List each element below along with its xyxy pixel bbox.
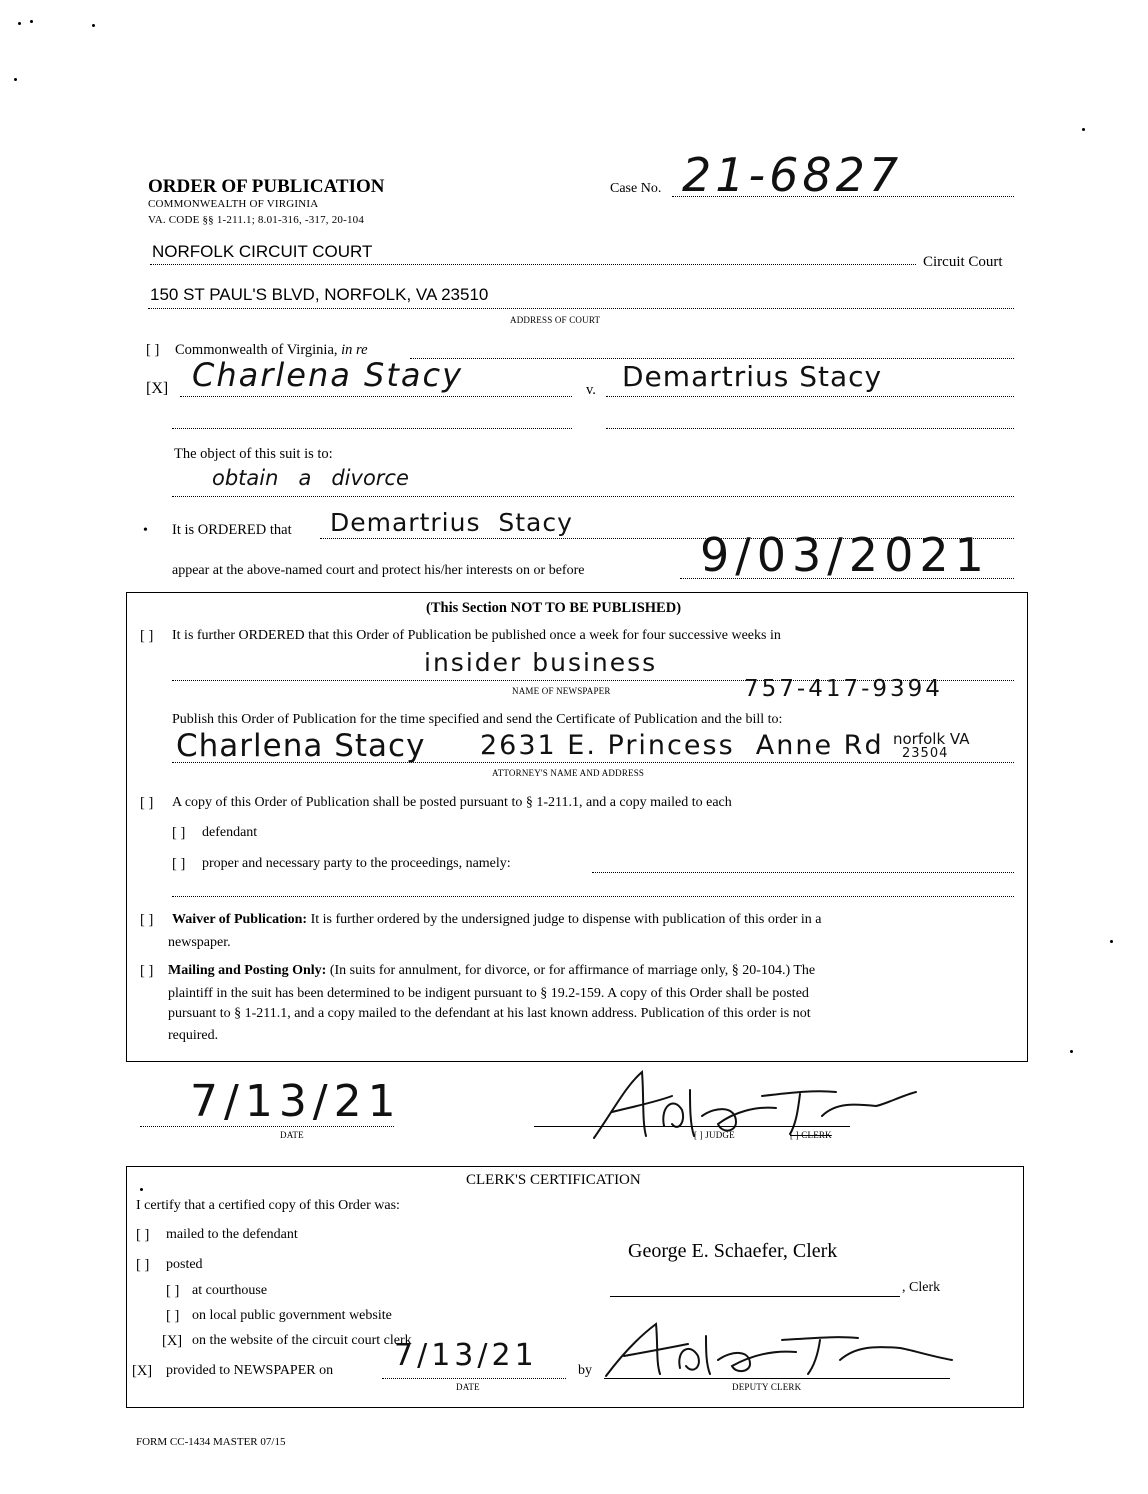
commonwealth-checkbox[interactable]: [ ] xyxy=(146,342,160,358)
form-title: ORDER OF PUBLICATION xyxy=(148,176,385,197)
mailing-line-1 xyxy=(168,963,815,979)
defendant-line-2 xyxy=(606,428,1014,429)
judge-option[interactable]: [ ] JUDGE xyxy=(694,1130,735,1140)
appear-line xyxy=(680,578,1014,579)
deputy-clerk-caption: DEPUTY CLERK xyxy=(732,1382,802,1392)
scan-speck xyxy=(14,78,17,81)
order-date-caption: DATE xyxy=(280,1130,304,1140)
defendant-label: defendant xyxy=(202,825,258,840)
waiver-line-1 xyxy=(172,912,821,928)
by-label: by xyxy=(578,1363,592,1378)
party-line xyxy=(592,872,1014,873)
versus-label: v. xyxy=(586,382,596,398)
waiver-text-2: newspaper. xyxy=(168,935,231,950)
party-checkbox[interactable]: [ ] xyxy=(172,856,186,872)
party-line-2 xyxy=(172,896,1014,897)
order-date: 7/13/21 xyxy=(190,1076,402,1127)
judge-signature-line xyxy=(534,1126,850,1127)
plaintiff-line xyxy=(180,396,572,397)
clerk-name-line xyxy=(610,1296,900,1297)
deputy-clerk-signature xyxy=(600,1320,960,1380)
phone-number: 757-417-9394 xyxy=(744,676,943,702)
posted-label: posted xyxy=(166,1257,203,1272)
mailing-checkbox[interactable]: [ ] xyxy=(140,963,154,979)
newspaper-date-caption: DATE xyxy=(456,1382,480,1392)
waiver-text-1: It is further ordered by the undersigned judge to dispense with publication of this order in a xyxy=(310,912,822,927)
posted-text: A copy of this Order of Publication shall be posted pursuant to § 1-211.1, and a copy mailed to each xyxy=(172,795,732,810)
appear-text: appear at the above-named court and protect his/her interests on or before xyxy=(172,563,585,578)
scan-speck xyxy=(30,20,33,23)
form-subtitle-state: COMMONWEALTH OF VIRGINIA xyxy=(148,198,319,210)
case-number-value: 21-6827 xyxy=(682,148,903,202)
newspaper-provided-date: 7/13/21 xyxy=(394,1338,538,1373)
courthouse-checkbox[interactable]: [ ] xyxy=(166,1283,180,1299)
defendant-checkbox[interactable]: [ ] xyxy=(172,825,186,841)
mailing-text-3: pursuant to § 1-211.1, and a copy mailed to the defendant at his last known address. Publication of this order is not xyxy=(168,1006,811,1021)
defendant-name: Demartrius Stacy xyxy=(622,360,883,393)
newspaper-checkbox[interactable]: [X] xyxy=(132,1363,153,1379)
certification-heading: CLERK'S CERTIFICATION xyxy=(466,1172,641,1188)
mailing-title: Mailing and Posting Only: xyxy=(168,963,327,978)
object-label: The object of this suit is to: xyxy=(174,446,333,462)
clerk-name: George E. Schaefer, Clerk xyxy=(628,1240,838,1262)
mailing-text-4: required. xyxy=(168,1028,219,1043)
ordered-name: Demartrius Stacy xyxy=(330,508,573,537)
party-checkbox-checked[interactable]: [X] xyxy=(146,380,169,397)
plaintiff-line-2 xyxy=(172,428,572,429)
publish-checkbox[interactable]: [ ] xyxy=(140,628,154,644)
plaintiff-name: Charlena Stacy xyxy=(192,356,464,394)
object-text: obtain a divorce xyxy=(212,466,409,490)
newspaper-name: insider business xyxy=(424,648,658,677)
send-bill-text: Publish this Order of Publication for the time specified and send the Certificate of Publication and the bill to: xyxy=(172,712,783,727)
unpublished-heading: (This Section NOT TO BE PUBLISHED) xyxy=(426,600,682,616)
newspaper-date-line xyxy=(382,1378,566,1379)
court-name: NORFOLK CIRCUIT COURT xyxy=(152,242,373,261)
scan-speck xyxy=(1082,128,1085,131)
bullet: • xyxy=(143,523,148,538)
newspaper-provided-label: provided to NEWSPAPER on xyxy=(166,1363,334,1378)
order-date-line xyxy=(140,1126,394,1127)
scan-speck xyxy=(18,22,21,25)
judge-signature xyxy=(586,1066,926,1146)
attorney-zip: 23504 xyxy=(902,746,949,761)
waiver-title: Waiver of Publication: xyxy=(172,912,308,927)
circuit-court-suffix: Circuit Court xyxy=(923,254,1003,270)
court-address: 150 ST PAUL'S BLVD, NORFOLK, VA 23510 xyxy=(150,285,489,304)
scan-speck xyxy=(1110,940,1113,943)
deputy-clerk-line xyxy=(604,1378,950,1379)
local-website-checkbox[interactable]: [ ] xyxy=(166,1308,180,1324)
clerk-website-checkbox[interactable]: [X] xyxy=(162,1333,183,1349)
waiver-checkbox[interactable]: [ ] xyxy=(140,912,154,928)
attorney-name: Charlena Stacy xyxy=(176,728,426,764)
court-name-line xyxy=(150,264,916,265)
scan-speck xyxy=(1070,1050,1073,1053)
attorney-address: 2631 E. Princess Anne Rd xyxy=(480,730,884,761)
certification-intro: I certify that a certified copy of this Order was: xyxy=(136,1198,400,1213)
attorney-city: norfolk VA xyxy=(893,730,970,748)
in-re-text: in re xyxy=(341,342,368,358)
posted-checkbox[interactable]: [ ] xyxy=(140,795,154,811)
form-id: FORM CC-1434 MASTER 07/15 xyxy=(136,1436,286,1448)
mailing-text-2: plaintiff in the suit has been determined to be indigent pursuant to § 19.2-159. A copy of this Order shall be posted xyxy=(168,986,809,1001)
ordered-label: It is ORDERED that xyxy=(172,522,292,538)
publish-text: It is further ORDERED that this Order of Publication be published once a week for four successive weeks in xyxy=(172,628,781,643)
courthouse-label: at courthouse xyxy=(192,1283,268,1298)
attorney-caption: ATTORNEY'S NAME AND ADDRESS xyxy=(492,768,645,778)
defendant-line xyxy=(606,396,1014,397)
clerk-option[interactable]: [ ] CLERK xyxy=(790,1130,832,1140)
court-address-caption: ADDRESS OF COURT xyxy=(510,315,601,325)
court-address-line xyxy=(148,308,1014,309)
object-line xyxy=(172,496,1014,497)
posted-checkbox-cert[interactable]: [ ] xyxy=(136,1257,150,1273)
mailed-label: mailed to the defendant xyxy=(166,1227,298,1242)
form-subtitle-code: VA. CODE §§ 1-211.1; 8.01-316, -317, 20-104 xyxy=(148,214,365,226)
clerk-website-label: on the website of the circuit court clerk xyxy=(192,1333,412,1348)
appear-date: 9/03/2021 xyxy=(700,528,990,582)
case-number-label: Case No. xyxy=(610,181,662,196)
clerk-suffix: , Clerk xyxy=(902,1280,941,1295)
newspaper-caption: NAME OF NEWSPAPER xyxy=(512,686,611,696)
commonwealth-text: Commonwealth of Virginia, xyxy=(175,342,338,358)
attorney-line xyxy=(172,762,1014,763)
party-label: proper and necessary party to the proceedings, namely: xyxy=(202,856,511,871)
in-re-line xyxy=(410,358,1014,359)
mailed-checkbox[interactable]: [ ] xyxy=(136,1227,150,1243)
mailing-text-1: (In suits for annulment, for divorce, or for affirmance of marriage only, § 20-104.) The xyxy=(329,963,816,978)
local-website-label: on local public government website xyxy=(192,1308,392,1323)
scan-speck xyxy=(92,24,95,27)
